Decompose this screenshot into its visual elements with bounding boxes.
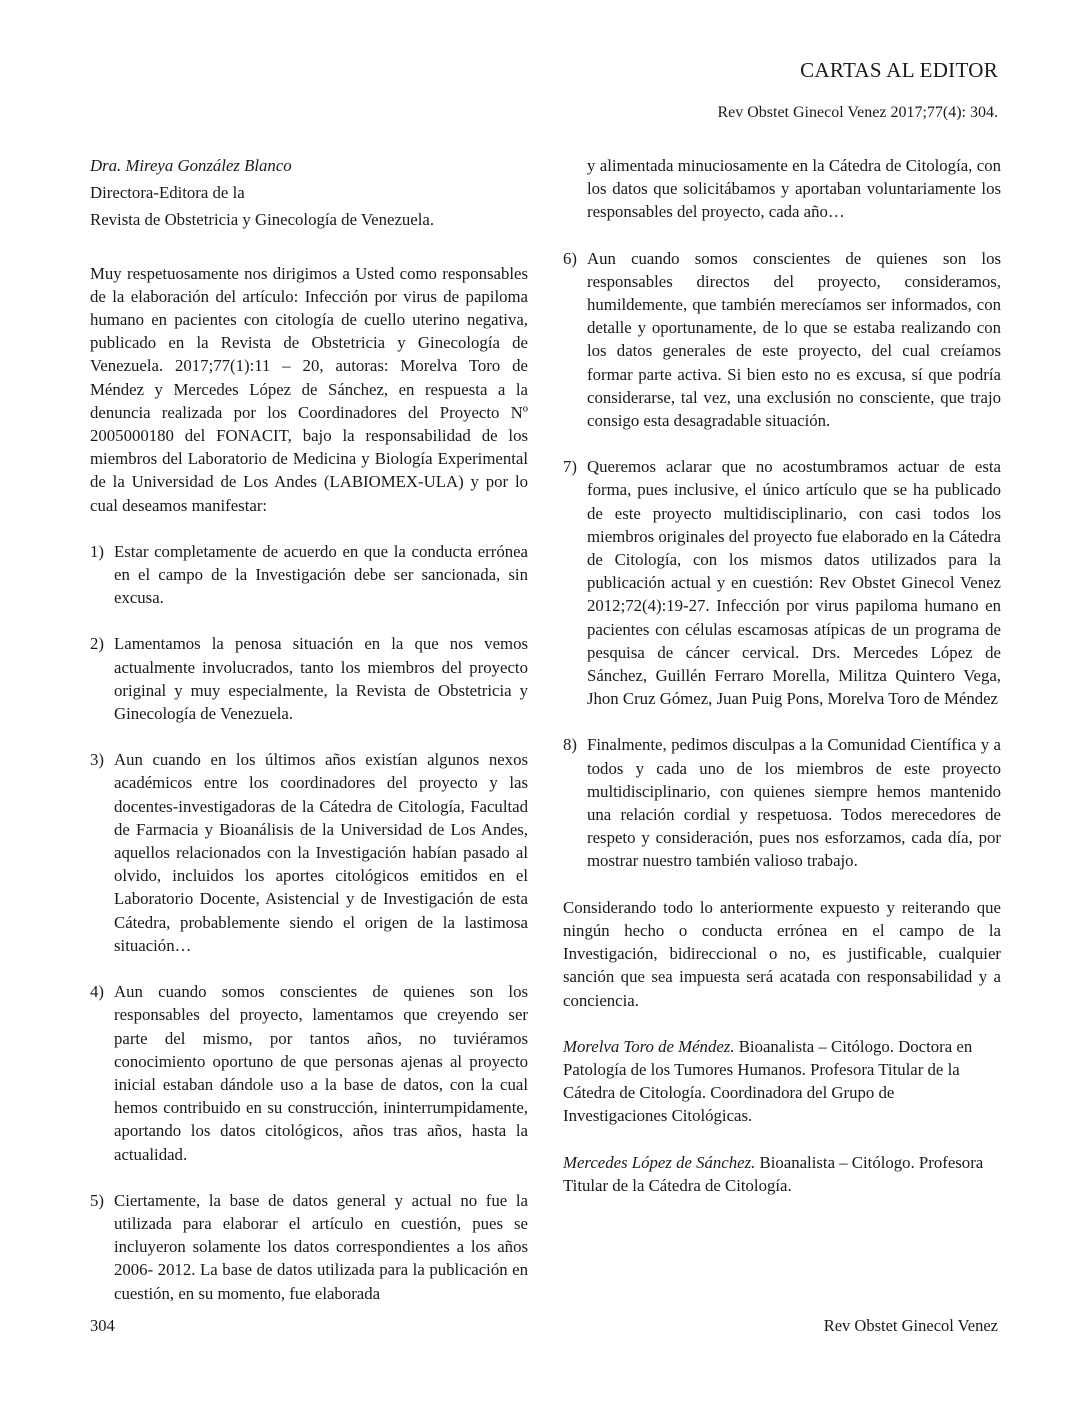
item-number: 4) <box>90 982 104 1002</box>
item-text: Queremos aclarar que no acostumbramos actuar de esta forma, pues inclusive, el único artículo que se ha publicado de este proyecto multidisciplinario, con casi todos los miembros originales del proyecto fue elaborado en la Cátedra de Citología, con los mismos datos utilizados para la publicación actual y en cuestión: Rev Obstet Ginecol Venez 2012;72(4):19-27. Infección por virus papiloma humano en pacientes con células escamosas atípicas de un programa de pesquisa de cáncer cervical. Drs. Mercedes López de Sánchez, Guillén Ferraro Morella, Militza Quintero Vega, Jhon Cruz Gómez, Juan Puig Pons, Morelva Toro de Méndez <box>587 457 1001 709</box>
item-number: 2) <box>90 634 104 654</box>
left-column <box>90 154 528 1305</box>
item-text: Lamentamos la penosa situación en la que nos vemos actualmente involucrados, tanto los miembros del proyecto original y muy especialmente, la Revista de Obstetricia y Ginecología de Venezuela. <box>114 634 528 724</box>
list-item <box>90 1189 528 1305</box>
list-item <box>563 455 1001 710</box>
intro-paragraph: Muy respetuosamente nos dirigimos a Usted como responsables de la elaboración del artículo: Infección por virus de papiloma humano en pacientes con citología de cuello uterino negativa, publicado en la Revista de Obstetricia y Ginecología de Venezuela. 2017;77(1):11 – 20, autoras: Morelva Toro de Méndez y Mercedes López de Sánchez, en respuesta a la denuncia realizada por los Coordinadores del Proyecto Nº 2005000180 del FONACIT, bajo la responsabilidad de los miembros del Laboratorio de Medicina y Biología Experimental de la Universidad de Los Andes (LABIOMEX-ULA) y por lo cual deseamos manifestar: <box>90 263 528 515</box>
numbered-list-left <box>90 540 528 1305</box>
item-number: 6) <box>563 248 577 268</box>
item-text: Estar completamente de acuerdo en que la conducta errónea en el campo de la Investigación debe ser sancionada, sin excusa. <box>114 541 528 608</box>
item-text: Ciertamente, la base de datos general y actual no fue la utilizada para elaborar el artículo en cuestión, pues se incluyeron solamente los datos correspondientes a los años 2006- 2012. La base de datos utilizada para la publicación en cuestión, en su momento, fue elaborada <box>114 1190 528 1303</box>
footer-journal: Rev Obstet Ginecol Venez <box>823 1316 998 1335</box>
list-item <box>90 748 528 957</box>
item-number: 3) <box>90 750 104 770</box>
list-item <box>90 980 528 1166</box>
citation-header: Rev Obstet Ginecol Venez 2017;77(4): 304. <box>717 104 998 121</box>
continuation-text: y alimentada minuciosamente en la Cátedra de Citología, con los datos que solicitábamos y aportaban voluntariamente los responsables del proyecto, cada año… <box>587 156 1001 222</box>
addressee-role: Directora-Editora de la <box>90 183 245 203</box>
addressee-name: Dra. Mireya González Blanco <box>90 156 292 175</box>
closing-paragraph: Considerando todo lo anteriormente expuesto y reiterando que ningún hecho o conducta errónea en el campo de la Investigación, bidireccional o no, es justificable, cualquier sanción que sea impuesta será acatada con responsabilidad y a conciencia. <box>563 897 1001 1010</box>
item-number: 1) <box>90 541 104 561</box>
signature-block <box>563 1151 1001 1197</box>
list-item <box>563 733 1001 872</box>
item-number: 5) <box>90 1190 104 1210</box>
item-text: Finalmente, pedimos disculpas a la Comunidad Científica y a todos y cada uno de los miembros de este proyecto multidisciplinario, con quienes siempre hemos mantenido una relación cordial y respetuosa. Todos merecedores de respeto y consideración, pues nos esforzamos, cada día, por mostrar nuestro también valioso trabajo. <box>587 735 1001 871</box>
section-header: CARTAS AL EDITOR <box>800 58 998 82</box>
item-number: 7) <box>563 457 577 477</box>
page-number: 304 <box>90 1316 115 1335</box>
signature-details: Bioanalista – Citólogo. Doctora en Patología de los Tumores Humanos. Profesora Titular de la Cátedra de Citología. Coordinadora del Grupo de Investigaciones Citológicas. <box>563 1036 973 1126</box>
right-column <box>563 154 1001 1197</box>
numbered-list-right <box>563 247 1001 873</box>
item-text: Aun cuando somos conscientes de quienes son los responsables del proyecto, lamentamos que creyendo ser parte del mismo, por tantos años, no tuviéramos conocimiento oportuno de que personas ajenas al proyecto inicial estaban dándole uso a la base de datos, con la cual hemos contribuido en su construcción, ininterrumpidamente, aportando los datos citológicos, años tras años, hasta la actualidad. <box>114 982 528 1164</box>
signature-name: Morelva Toro de Méndez. <box>563 1036 735 1056</box>
signature-details: Bioanalista – Citólogo. Profesora Titular de la Cátedra de Citología. <box>563 1152 984 1195</box>
signature-block <box>563 1035 1001 1128</box>
item-text: Aun cuando somos conscientes de quienes son los responsables directos del proyecto, consideramos, humildemente, que también merecíamos ser informados, con detalle y oportunamente, de lo que se estaba realizando con los datos generales de este proyecto, del cual creíamos formar parte activa. Si bien esto no es excusa, sí que podría considerarse, tal vez, una exclusión no consciente, que trajo consigo esta desagradable situación. <box>587 248 1001 431</box>
signature-name: Mercedes López de Sánchez. <box>563 1152 756 1172</box>
list-item <box>90 632 528 725</box>
item-number: 8) <box>563 735 577 755</box>
addressee-journal: Revista de Obstetricia y Ginecología de Venezuela. <box>90 210 435 230</box>
item-text: Aun cuando en los últimos años existían algunos nexos académicos entre los coordinadores del proyecto y las docentes-investigadoras de la Cátedra de Citología, Facultad de Farmacia y Bioanálisis de la Universidad de Los Andes, aquellos relacionados con la Investigación habían pasado al olvido, incluidos los aportes citológicos emitidos en el Laboratorio Docente, Asistencial y de Investigación de esta Cátedra, probablemente siendo el origen de la lastimosa situación… <box>114 750 528 955</box>
list-item <box>90 540 528 610</box>
list-item <box>563 247 1001 433</box>
